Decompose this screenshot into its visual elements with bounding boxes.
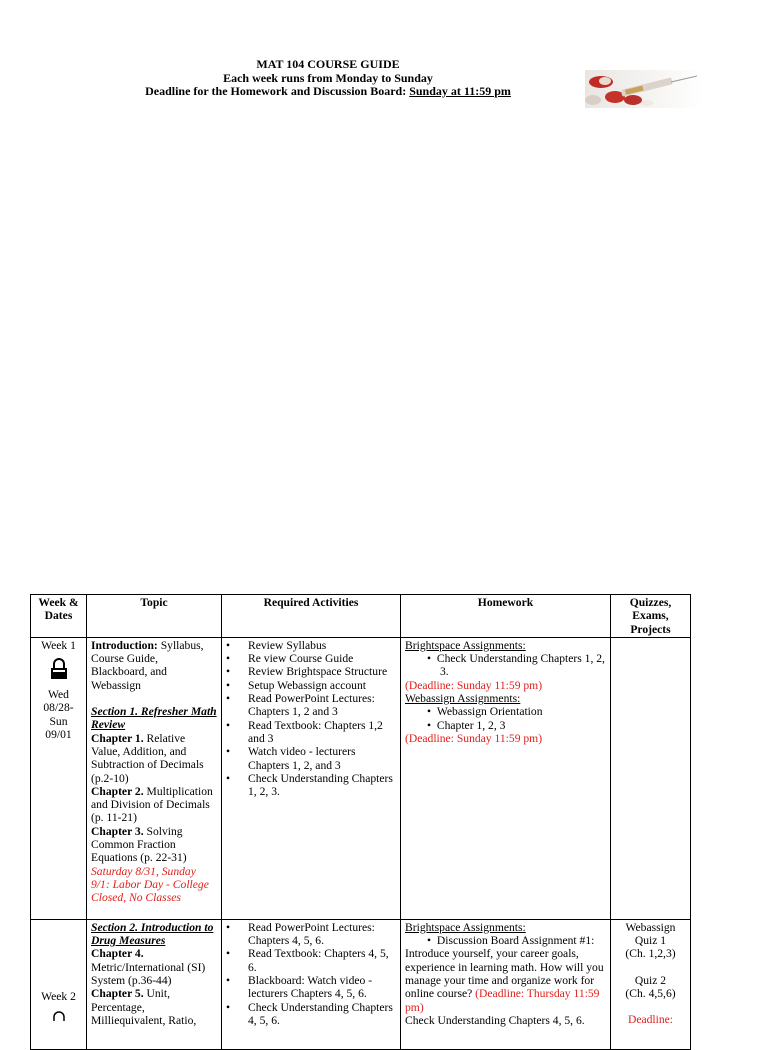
discussion-deadline: (Deadline: Thursday 11:59 pm): [405, 987, 600, 1014]
week1-dates-d: 09/01: [45, 728, 72, 742]
ch4-text: Metric/International (SI) System (p.36-44): [91, 960, 206, 988]
course-guide-table: [30, 594, 691, 1050]
week1-dates-b: 08/28-: [43, 701, 74, 715]
brightspace-heading: Brightspace Assignments:: [405, 638, 526, 652]
section1-title: Section 1. Refresher Math Review: [91, 705, 217, 732]
ch2-text: Multiplication and Division of Decimals (p. 11-21): [91, 784, 213, 825]
brightspace-heading: Brightspace Assignments:: [405, 920, 526, 934]
week2-cell: [31, 919, 87, 1049]
week2-activities: [222, 919, 401, 1049]
week1-dates-c: Sun: [49, 714, 68, 728]
webassign-heading: Webassign Assignments:: [405, 692, 521, 706]
week2-label: Week 2: [41, 989, 76, 1003]
quiz2-label: Quiz 2: [634, 973, 667, 987]
quiz2-chapters: (Ch. 4,5,6): [625, 987, 676, 1001]
list-item: • Setup Webassign account: [226, 678, 366, 692]
list-item: • Re view Course Guide: [226, 652, 354, 666]
deadline-time: Sunday at 11:59 pm: [409, 84, 511, 98]
list-item: • Read PowerPoint Lectures: Chapters 1, 2 and 3: [226, 692, 375, 719]
list-item: • Review Syllabus: [226, 638, 327, 652]
header-quizzes: Quizzes, Exams, Projects: [611, 595, 691, 638]
week1-topic: [87, 637, 222, 919]
week1-label: Week 1: [41, 638, 76, 652]
list-item: • Check Understanding Chapters 4, 5, 6.: [226, 1000, 393, 1027]
list-item: • Watch video - lecturers Chapters 1, 2, and 3: [226, 745, 356, 772]
ch2-label: Chapter 2.: [91, 784, 144, 798]
ch4-label: Chapter 4.: [91, 947, 144, 961]
week1-homework: [401, 637, 611, 919]
ch1-text: Relative Value, Addition, and Subtraction of Decimals (p.2-10): [91, 731, 204, 785]
table-row-week2: [31, 919, 691, 1049]
header-homework: Homework: [401, 595, 611, 638]
webassign-deadline: (Deadline: Sunday 11:59 pm): [405, 731, 543, 745]
header-topic: Topic: [87, 595, 222, 638]
list-item: • Review Brightspace Structure: [226, 665, 388, 679]
discussion-board-item: Discussion Board Assignment #1:: [436, 934, 595, 948]
quiz1-platform: Webassign: [625, 920, 676, 934]
deadline-prefix: Deadline for the Homework and Discussion Board:: [145, 84, 407, 98]
week1-cell: [31, 637, 87, 919]
list-item: • Check Understanding Chapters 1, 2, 3.: [427, 652, 605, 679]
course-title: MAT 104 COURSE GUIDE: [256, 57, 400, 71]
week1-activities: [222, 637, 401, 919]
table-header-row: [31, 595, 691, 638]
ch1-label: Chapter 1.: [91, 731, 144, 745]
quiz-deadline: Deadline:: [627, 1013, 674, 1027]
intro-label: Introduction:: [91, 638, 158, 652]
list-item: • Webassign Orientation: [427, 705, 543, 719]
table-row-week1: [31, 637, 691, 919]
list-item: • Read Textbook: Chapters 1,2 and 3: [226, 718, 383, 745]
list-item: • Read Textbook: Chapters 4, 5, 6.: [226, 947, 389, 974]
list-item: • Read PowerPoint Lectures: Chapters 4, 5, 6.: [226, 920, 375, 948]
week1-quizzes: [611, 637, 691, 919]
quiz1-label: Quiz 1: [634, 934, 667, 948]
week-runs-note: Each week runs from Monday to Sunday: [223, 70, 433, 85]
deadline-note: [0, 85, 656, 99]
section2-title: Section 2. Introduction to Drug Measures: [91, 920, 214, 948]
week1-dates-a: Wed: [48, 688, 69, 702]
page-header: [0, 58, 656, 99]
syringe-pills-image: [585, 70, 703, 108]
week2-homework: Brightspace Assignments: • Discussion Board Assignment #1: Introduce yourself, your career goals, experience in learning math. How will you manage your time and organize work for online course? (Deadline: Thursday 11:59 pm) Check Understanding Chapters 4, 5, 6.: [401, 919, 611, 1049]
list-item: • Chapter 1, 2, 3: [427, 718, 506, 732]
discussion-board-text: Introduce yourself, your career goals, experience in learning math. How will you manage your time and organize work for online course?: [405, 947, 604, 1001]
week2-check-understanding: Check Understanding Chapters 4, 5, 6.: [405, 1013, 585, 1027]
ch3-label: Chapter 3.: [91, 824, 144, 838]
lock-icon: [50, 658, 68, 680]
intro-text: Syllabus, Course Guide, Blackboard, and Webassign: [91, 638, 204, 692]
week2-topic: [87, 919, 222, 1049]
quiz1-chapters: (Ch. 1,2,3): [625, 947, 676, 961]
labor-day-note: Saturday 8/31, Sunday 9/1: Labor Day - College Closed, No Classes: [91, 864, 209, 905]
list-item: • Blackboard: Watch video - lecturers Chapters 4, 5, 6.: [226, 974, 373, 1001]
ch3-text: Solving Common Fraction Equations (p. 22-31): [91, 824, 187, 865]
header-required: Required Activities: [222, 595, 401, 638]
ch5-label: Chapter 5.: [91, 987, 144, 1001]
week2-quizzes: [611, 919, 691, 1049]
brightspace-deadline: (Deadline: Sunday 11:59 pm): [405, 678, 543, 692]
headset-icon: [51, 1009, 67, 1023]
list-item: • Check Understanding Chapters 1, 2, 3.: [226, 771, 393, 799]
header-week: Week & Dates: [31, 595, 87, 638]
ch5-text: Unit, Percentage, Milliequivalent, Ratio,: [91, 987, 197, 1027]
